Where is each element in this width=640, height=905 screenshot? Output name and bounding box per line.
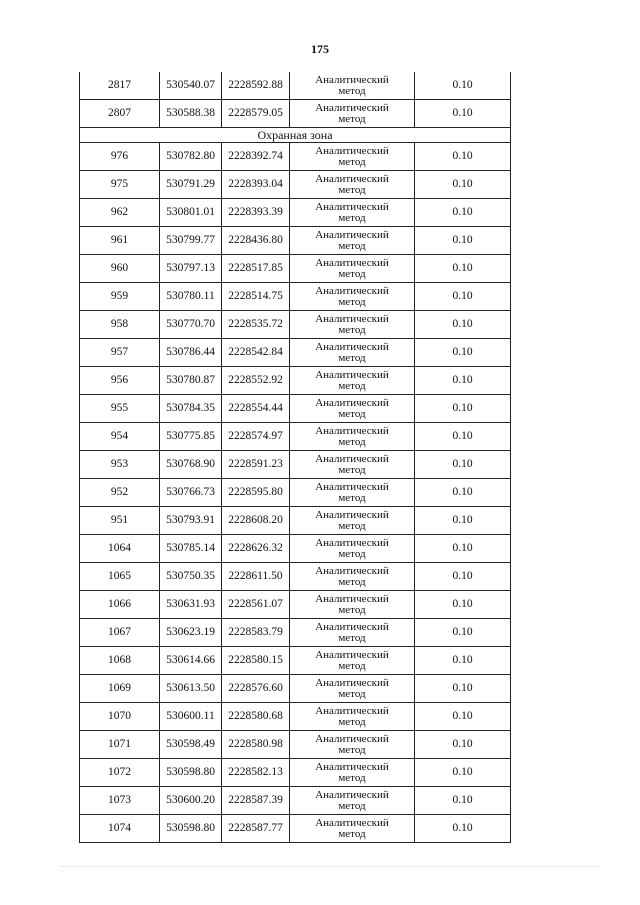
x-coordinate-cell: 530780.87 xyxy=(160,367,222,395)
point-number-cell: 1071 xyxy=(80,731,160,759)
method-line-2: метод xyxy=(338,715,366,728)
table-row xyxy=(80,100,511,128)
table-row xyxy=(80,563,511,591)
accuracy-cell: 0.10 xyxy=(415,703,511,731)
method-line-1: Аналитический xyxy=(315,788,389,801)
method-cell xyxy=(290,311,415,339)
x-coordinate-cell: 530598.80 xyxy=(160,815,222,843)
x-coordinate-cell: 530793.91 xyxy=(160,507,222,535)
point-number-cell: 1066 xyxy=(80,591,160,619)
coordinates-table xyxy=(79,72,511,843)
table-row xyxy=(80,367,511,395)
method-cell xyxy=(290,815,415,843)
zone-header-row xyxy=(80,128,511,143)
method-cell xyxy=(290,675,415,703)
method-line-2: метод xyxy=(338,519,366,532)
accuracy-cell: 0.10 xyxy=(415,507,511,535)
x-coordinate-cell: 530750.35 xyxy=(160,563,222,591)
method-line-2: метод xyxy=(338,463,366,476)
method-line-1: Аналитический xyxy=(315,704,389,717)
method-line-2: метод xyxy=(338,771,366,784)
x-coordinate-cell: 530768.90 xyxy=(160,451,222,479)
method-line-2: метод xyxy=(338,687,366,700)
accuracy-cell: 0.10 xyxy=(415,100,511,128)
accuracy-cell: 0.10 xyxy=(415,815,511,843)
x-coordinate-cell: 530623.19 xyxy=(160,619,222,647)
accuracy-cell: 0.10 xyxy=(415,647,511,675)
accuracy-cell: 0.10 xyxy=(415,255,511,283)
x-coordinate-cell: 530588.38 xyxy=(160,100,222,128)
point-number-cell: 960 xyxy=(80,255,160,283)
method-line-1: Аналитический xyxy=(315,816,389,829)
method-line-1: Аналитический xyxy=(315,312,389,325)
x-coordinate-cell: 530784.35 xyxy=(160,395,222,423)
method-line-1: Аналитический xyxy=(315,620,389,633)
method-line-1: Аналитический xyxy=(315,424,389,437)
method-line-2: метод xyxy=(338,491,366,504)
y-coordinate-cell: 2228576.60 xyxy=(222,675,290,703)
table-row xyxy=(80,675,511,703)
x-coordinate-cell: 530775.85 xyxy=(160,423,222,451)
point-number-cell: 955 xyxy=(80,395,160,423)
method-line-2: метод xyxy=(338,799,366,812)
method-line-1: Аналитический xyxy=(315,452,389,465)
point-number-cell: 976 xyxy=(80,143,160,171)
table-row xyxy=(80,479,511,507)
x-coordinate-cell: 530614.66 xyxy=(160,647,222,675)
method-line-1: Аналитический xyxy=(315,101,389,114)
x-coordinate-cell: 530540.07 xyxy=(160,72,222,100)
y-coordinate-cell: 2228517.85 xyxy=(222,255,290,283)
scan-edge-marks xyxy=(60,866,600,869)
table-row xyxy=(80,787,511,815)
method-line-1: Аналитический xyxy=(315,172,389,185)
method-cell xyxy=(290,647,415,675)
point-number-cell: 2817 xyxy=(80,72,160,100)
y-coordinate-cell: 2228611.50 xyxy=(222,563,290,591)
x-coordinate-cell: 530598.49 xyxy=(160,731,222,759)
table-row xyxy=(80,311,511,339)
method-line-2: метод xyxy=(338,435,366,448)
method-line-2: метод xyxy=(338,827,366,840)
y-coordinate-cell: 2228595.80 xyxy=(222,479,290,507)
method-line-1: Аналитический xyxy=(315,536,389,549)
table-row xyxy=(80,759,511,787)
y-coordinate-cell: 2228393.39 xyxy=(222,199,290,227)
point-number-cell: 1064 xyxy=(80,535,160,563)
table-row xyxy=(80,227,511,255)
accuracy-cell: 0.10 xyxy=(415,395,511,423)
method-cell xyxy=(290,563,415,591)
accuracy-cell: 0.10 xyxy=(415,731,511,759)
method-line-2: метод xyxy=(338,84,366,97)
point-number-cell: 1072 xyxy=(80,759,160,787)
y-coordinate-cell: 2228574.97 xyxy=(222,423,290,451)
method-line-2: метод xyxy=(338,575,366,588)
method-cell xyxy=(290,535,415,563)
method-cell xyxy=(290,759,415,787)
point-number-cell: 953 xyxy=(80,451,160,479)
y-coordinate-cell: 2228579.05 xyxy=(222,100,290,128)
method-cell xyxy=(290,255,415,283)
y-coordinate-cell: 2228587.77 xyxy=(222,815,290,843)
table-row xyxy=(80,283,511,311)
method-line-1: Аналитический xyxy=(315,648,389,661)
method-cell xyxy=(290,787,415,815)
x-coordinate-cell: 530600.11 xyxy=(160,703,222,731)
table-row xyxy=(80,591,511,619)
method-line-1: Аналитический xyxy=(315,368,389,381)
accuracy-cell: 0.10 xyxy=(415,311,511,339)
y-coordinate-cell: 2228436.80 xyxy=(222,227,290,255)
y-coordinate-cell: 2228561.07 xyxy=(222,591,290,619)
point-number-cell: 1069 xyxy=(80,675,160,703)
table-row xyxy=(80,72,511,100)
zone-section xyxy=(80,128,511,143)
table-row xyxy=(80,143,511,171)
method-line-1: Аналитический xyxy=(315,144,389,157)
point-number-cell: 975 xyxy=(80,171,160,199)
accuracy-cell: 0.10 xyxy=(415,72,511,100)
y-coordinate-cell: 2228580.15 xyxy=(222,647,290,675)
x-coordinate-cell: 530598.80 xyxy=(160,759,222,787)
method-cell xyxy=(290,731,415,759)
method-cell xyxy=(290,619,415,647)
point-number-cell: 1068 xyxy=(80,647,160,675)
point-number-cell: 961 xyxy=(80,227,160,255)
method-line-1: Аналитический xyxy=(315,228,389,241)
zone-title: Охранная зона xyxy=(80,128,511,143)
y-coordinate-cell: 2228587.39 xyxy=(222,787,290,815)
method-line-1: Аналитический xyxy=(315,284,389,297)
accuracy-cell: 0.10 xyxy=(415,423,511,451)
method-line-1: Аналитический xyxy=(315,256,389,269)
method-cell xyxy=(290,507,415,535)
x-coordinate-cell: 530766.73 xyxy=(160,479,222,507)
method-line-2: метод xyxy=(338,659,366,672)
method-cell xyxy=(290,451,415,479)
method-cell xyxy=(290,479,415,507)
method-cell xyxy=(290,283,415,311)
method-cell xyxy=(290,100,415,128)
method-cell xyxy=(290,227,415,255)
method-line-1: Аналитический xyxy=(315,73,389,86)
method-line-1: Аналитический xyxy=(315,732,389,745)
accuracy-cell: 0.10 xyxy=(415,787,511,815)
table-row xyxy=(80,339,511,367)
accuracy-cell: 0.10 xyxy=(415,227,511,255)
method-cell xyxy=(290,423,415,451)
method-line-2: метод xyxy=(338,155,366,168)
y-coordinate-cell: 2228392.74 xyxy=(222,143,290,171)
table-body-before xyxy=(80,72,511,128)
table-row xyxy=(80,423,511,451)
accuracy-cell: 0.10 xyxy=(415,171,511,199)
point-number-cell: 951 xyxy=(80,507,160,535)
point-number-cell: 954 xyxy=(80,423,160,451)
method-line-2: метод xyxy=(338,295,366,308)
method-line-1: Аналитический xyxy=(315,480,389,493)
y-coordinate-cell: 2228580.68 xyxy=(222,703,290,731)
x-coordinate-cell: 530801.01 xyxy=(160,199,222,227)
table-row xyxy=(80,507,511,535)
method-line-2: метод xyxy=(338,407,366,420)
method-cell xyxy=(290,339,415,367)
method-line-2: метод xyxy=(338,267,366,280)
method-line-2: метод xyxy=(338,603,366,616)
method-line-1: Аналитический xyxy=(315,340,389,353)
table-row xyxy=(80,171,511,199)
table-row xyxy=(80,199,511,227)
method-line-1: Аналитический xyxy=(315,592,389,605)
x-coordinate-cell: 530786.44 xyxy=(160,339,222,367)
accuracy-cell: 0.10 xyxy=(415,619,511,647)
table-row xyxy=(80,815,511,843)
method-cell xyxy=(290,395,415,423)
accuracy-cell: 0.10 xyxy=(415,143,511,171)
point-number-cell: 957 xyxy=(80,339,160,367)
point-number-cell: 1074 xyxy=(80,815,160,843)
table-row xyxy=(80,703,511,731)
method-line-2: метод xyxy=(338,112,366,125)
x-coordinate-cell: 530770.70 xyxy=(160,311,222,339)
accuracy-cell: 0.10 xyxy=(415,675,511,703)
accuracy-cell: 0.10 xyxy=(415,367,511,395)
method-cell xyxy=(290,143,415,171)
method-cell xyxy=(290,199,415,227)
accuracy-cell: 0.10 xyxy=(415,479,511,507)
y-coordinate-cell: 2228535.72 xyxy=(222,311,290,339)
accuracy-cell: 0.10 xyxy=(415,283,511,311)
method-line-2: метод xyxy=(338,183,366,196)
method-line-2: метод xyxy=(338,379,366,392)
accuracy-cell: 0.10 xyxy=(415,759,511,787)
method-cell xyxy=(290,72,415,100)
accuracy-cell: 0.10 xyxy=(415,535,511,563)
x-coordinate-cell: 530631.93 xyxy=(160,591,222,619)
point-number-cell: 1067 xyxy=(80,619,160,647)
y-coordinate-cell: 2228582.13 xyxy=(222,759,290,787)
table-row xyxy=(80,395,511,423)
y-coordinate-cell: 2228554.44 xyxy=(222,395,290,423)
method-line-2: метод xyxy=(338,631,366,644)
page-number: 175 xyxy=(311,42,329,56)
point-number-cell: 958 xyxy=(80,311,160,339)
method-line-2: метод xyxy=(338,743,366,756)
y-coordinate-cell: 2228583.79 xyxy=(222,619,290,647)
x-coordinate-cell: 530613.50 xyxy=(160,675,222,703)
method-line-1: Аналитический xyxy=(315,676,389,689)
table-body-after xyxy=(80,143,511,843)
method-line-2: метод xyxy=(338,323,366,336)
method-cell xyxy=(290,591,415,619)
x-coordinate-cell: 530791.29 xyxy=(160,171,222,199)
method-line-2: метод xyxy=(338,211,366,224)
method-line-1: Аналитический xyxy=(315,200,389,213)
method-line-1: Аналитический xyxy=(315,760,389,773)
method-cell xyxy=(290,703,415,731)
x-coordinate-cell: 530799.77 xyxy=(160,227,222,255)
x-coordinate-cell: 530600.20 xyxy=(160,787,222,815)
x-coordinate-cell: 530782.80 xyxy=(160,143,222,171)
point-number-cell: 956 xyxy=(80,367,160,395)
y-coordinate-cell: 2228514.75 xyxy=(222,283,290,311)
accuracy-cell: 0.10 xyxy=(415,563,511,591)
x-coordinate-cell: 530785.14 xyxy=(160,535,222,563)
y-coordinate-cell: 2228608.20 xyxy=(222,507,290,535)
point-number-cell: 952 xyxy=(80,479,160,507)
y-coordinate-cell: 2228552.92 xyxy=(222,367,290,395)
point-number-cell: 1073 xyxy=(80,787,160,815)
table-row xyxy=(80,535,511,563)
y-coordinate-cell: 2228592.88 xyxy=(222,72,290,100)
method-line-2: метод xyxy=(338,239,366,252)
point-number-cell: 1070 xyxy=(80,703,160,731)
x-coordinate-cell: 530797.13 xyxy=(160,255,222,283)
table-row xyxy=(80,451,511,479)
method-line-1: Аналитический xyxy=(315,508,389,521)
method-line-2: метод xyxy=(338,351,366,364)
table-row xyxy=(80,731,511,759)
method-cell xyxy=(290,171,415,199)
accuracy-cell: 0.10 xyxy=(415,199,511,227)
point-number-cell: 2807 xyxy=(80,100,160,128)
point-number-cell: 962 xyxy=(80,199,160,227)
method-line-1: Аналитический xyxy=(315,396,389,409)
y-coordinate-cell: 2228542.84 xyxy=(222,339,290,367)
point-number-cell: 959 xyxy=(80,283,160,311)
y-coordinate-cell: 2228580.98 xyxy=(222,731,290,759)
method-line-2: метод xyxy=(338,547,366,560)
accuracy-cell: 0.10 xyxy=(415,339,511,367)
accuracy-cell: 0.10 xyxy=(415,451,511,479)
table-row xyxy=(80,647,511,675)
y-coordinate-cell: 2228591.23 xyxy=(222,451,290,479)
method-line-1: Аналитический xyxy=(315,564,389,577)
point-number-cell: 1065 xyxy=(80,563,160,591)
table-row xyxy=(80,255,511,283)
table-row xyxy=(80,619,511,647)
y-coordinate-cell: 2228393.04 xyxy=(222,171,290,199)
method-cell xyxy=(290,367,415,395)
x-coordinate-cell: 530780.11 xyxy=(160,283,222,311)
y-coordinate-cell: 2228626.32 xyxy=(222,535,290,563)
accuracy-cell: 0.10 xyxy=(415,591,511,619)
